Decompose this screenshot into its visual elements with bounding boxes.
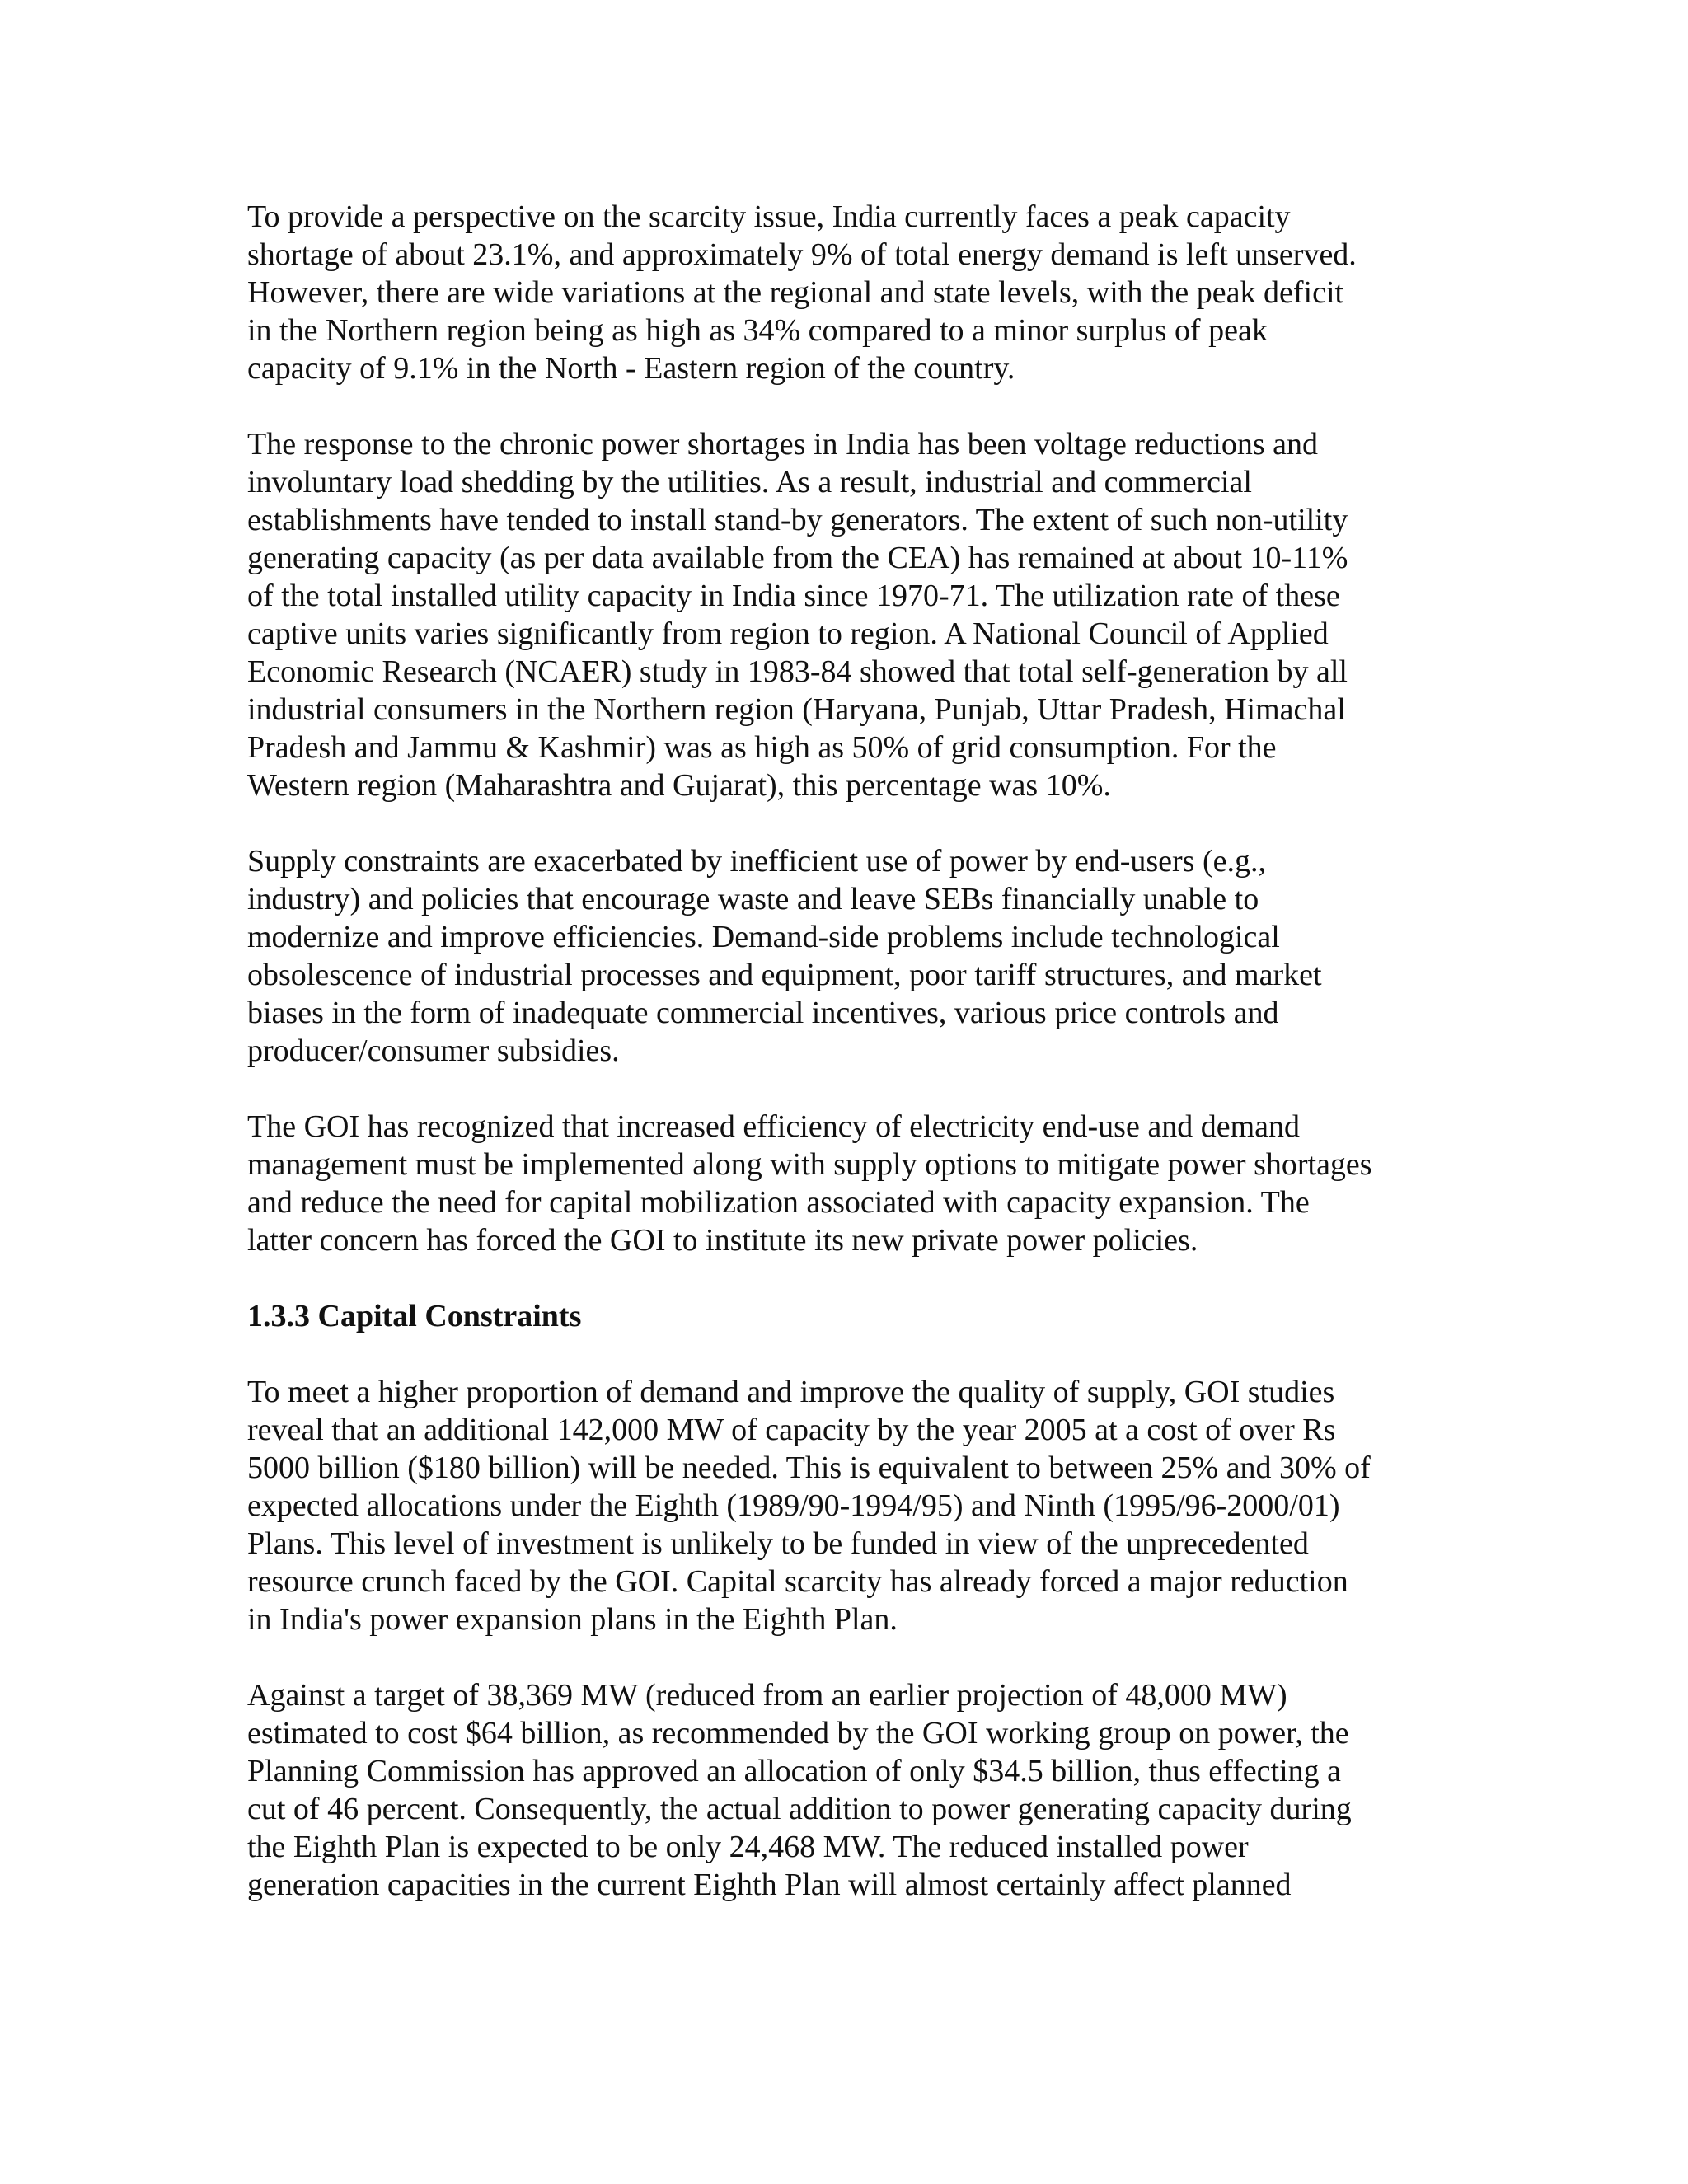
text-line: obsolescence of industrial processes and equipment, poor tariff structures, and market: [247, 958, 1322, 992]
text-line: To provide a perspective on the scarcity issue, India currently faces a peak capacity: [247, 199, 1291, 234]
text-line: The GOI has recognized that increased efficiency of electricity end-use and demand: [247, 1109, 1300, 1144]
text-line: latter concern has forced the GOI to institute its new private power policies.: [247, 1223, 1198, 1258]
text-line: biases in the form of inadequate commercial incentives, various price controls and: [247, 996, 1279, 1030]
text-line: in India's power expansion plans in the Eighth Plan.: [247, 1602, 898, 1637]
text-line: To meet a higher proportion of demand and improve the quality of supply, GOI studies: [247, 1375, 1335, 1409]
text-line: generation capacities in the current Eighth Plan will almost certainly affect planned: [247, 1868, 1292, 1902]
text-line: and reduce the need for capital mobilization associated with capacity expansion. The: [247, 1185, 1310, 1220]
text-line: capacity of 9.1% in the North - Eastern region of the country.: [247, 351, 1015, 386]
text-line: However, there are wide variations at the regional and state levels, with the peak deficit: [247, 275, 1344, 310]
paragraph-supply-constraints: [247, 842, 1451, 1070]
text-line: producer/consumer subsidies.: [247, 1033, 620, 1068]
text-line: cut of 46 percent. Consequently, the actual addition to power generating capacity during: [247, 1792, 1352, 1826]
text-line: in the Northern region being as high as 34% compared to a minor surplus of peak: [247, 313, 1268, 348]
text-line: reveal that an additional 142,000 MW of capacity by the year 2005 at a cost of over Rs: [247, 1413, 1336, 1447]
document-page: [247, 198, 1451, 1942]
paragraph-chronic-shortages: [247, 425, 1451, 804]
text-line: Against a target of 38,369 MW (reduced from an earlier projection of 48,000 MW): [247, 1678, 1287, 1713]
text-line: generating capacity (as per data available from the CEA) has remained at about 10-11%: [247, 541, 1348, 575]
text-line: Western region (Maharashtra and Gujarat), this percentage was 10%.: [247, 768, 1111, 803]
text-line: management must be implemented along with supply options to mitigate power shortages: [247, 1147, 1372, 1182]
text-line: industry) and policies that encourage waste and leave SEBs financially unable to: [247, 882, 1259, 916]
text-line: Supply constraints are exacerbated by inefficient use of power by end-users (e.g.,: [247, 844, 1266, 879]
text-line: involuntary load shedding by the utilities. As a result, industrial and commercial: [247, 465, 1252, 499]
text-line: resource crunch faced by the GOI. Capital scarcity has already forced a major reduction: [247, 1564, 1348, 1599]
text-line: establishments have tended to install stand-by generators. The extent of such non-utility: [247, 503, 1348, 537]
text-line: Pradesh and Jammu & Kashmir) was as high as 50% of grid consumption. For the: [247, 730, 1277, 765]
text-line: of the total installed utility capacity in India since 1970-71. The utilization rate of these: [247, 579, 1340, 613]
text-line: Economic Research (NCAER) study in 1983-84 showed that total self-generation by all: [247, 654, 1348, 689]
text-line: shortage of about 23.1%, and approximately 9% of total energy demand is left unserved.: [247, 237, 1357, 272]
text-line: captive units varies significantly from region to region. A National Council of Applied: [247, 616, 1329, 651]
paragraph-goi-efficiency: [247, 1108, 1451, 1259]
text-line: industrial consumers in the Northern region (Haryana, Punjab, Uttar Pradesh, Himachal: [247, 692, 1346, 727]
text-line: the Eighth Plan is expected to be only 24,468 MW. The reduced installed power: [247, 1830, 1249, 1864]
paragraph-capital-needs: [247, 1373, 1451, 1638]
section-heading: 1.3.3 Capital Constraints: [247, 1299, 582, 1333]
text-line: Planning Commission has approved an allocation of only $34.5 billion, thus effecting a: [247, 1754, 1341, 1788]
paragraph-scarcity-perspective: [247, 198, 1451, 387]
text-line: Plans. This level of investment is unlikely to be funded in view of the unprecedented: [247, 1526, 1309, 1561]
text-line: The response to the chronic power shortages in India has been voltage reductions and: [247, 427, 1318, 462]
text-line: modernize and improve efficiencies. Demand-side problems include technological: [247, 920, 1280, 954]
paragraph-eighth-plan-target: [247, 1676, 1451, 1904]
text-line: estimated to cost $64 billion, as recommended by the GOI working group on power, the: [247, 1716, 1349, 1750]
text-line: 5000 billion ($180 billion) will be needed. This is equivalent to between 25% and 30% of: [247, 1451, 1371, 1485]
text-line: expected allocations under the Eighth (1989/90-1994/95) and Ninth (1995/96-2000/01): [247, 1488, 1340, 1523]
